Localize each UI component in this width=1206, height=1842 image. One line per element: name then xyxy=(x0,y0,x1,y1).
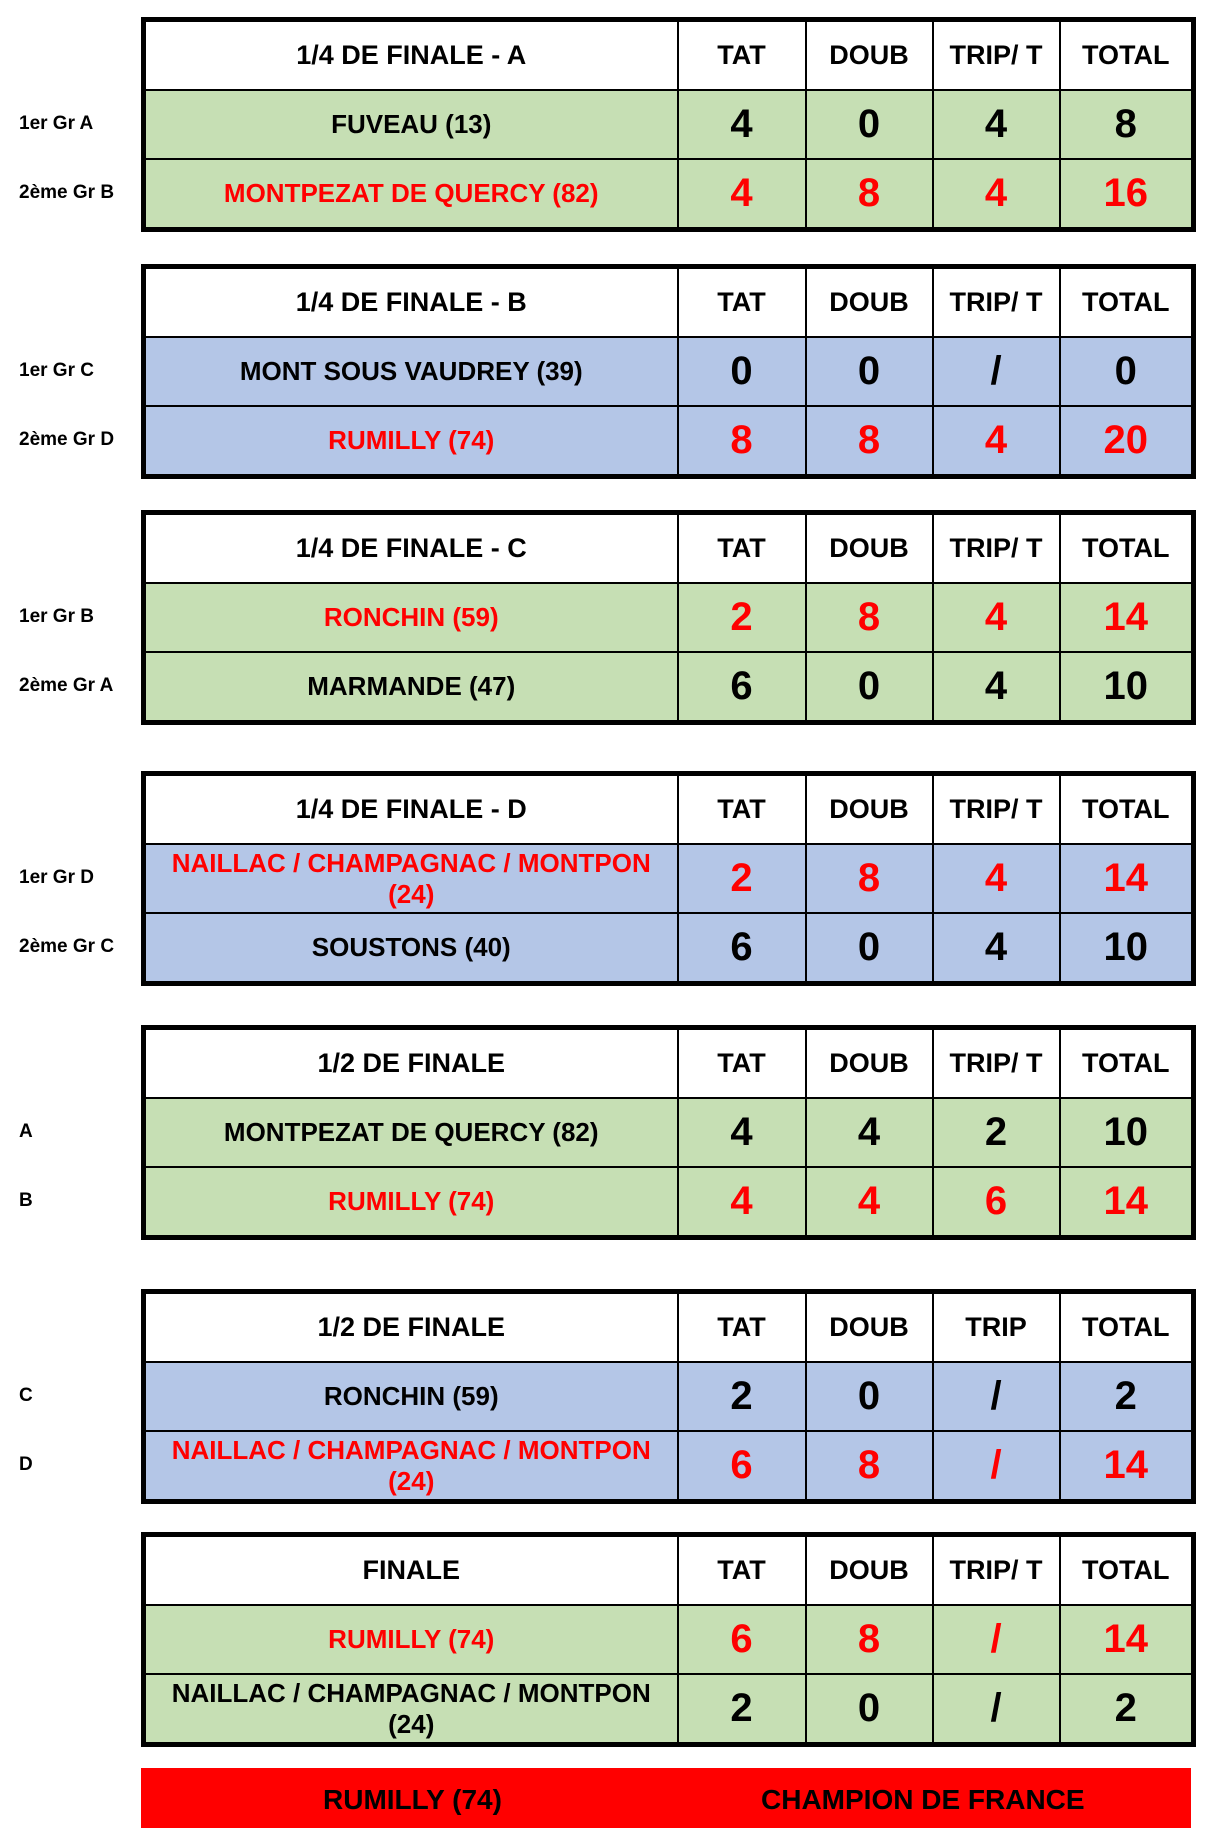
team-name: MONTPEZAT DE QUERCY (82) xyxy=(144,159,678,230)
results-table xyxy=(141,1025,1196,1240)
table-row xyxy=(144,1362,1194,1431)
score-doub: 8 xyxy=(806,844,933,913)
results-table xyxy=(141,1532,1196,1747)
column-header: DOUB xyxy=(806,267,933,338)
group-label: A xyxy=(19,1121,33,1142)
score-tat: 0 xyxy=(678,337,806,406)
score-trip: / xyxy=(933,1431,1060,1502)
column-header: DOUB xyxy=(806,20,933,91)
team-name: NAILLAC / CHAMPAGNAC / MONTPON (24) xyxy=(144,1674,678,1745)
column-header: TRIP/ T xyxy=(933,267,1060,338)
column-header: TAT xyxy=(678,1535,806,1606)
group-label: 2ème Gr C xyxy=(19,936,115,957)
table-row xyxy=(144,337,1194,406)
table-header-row xyxy=(144,20,1194,91)
table-header-row xyxy=(144,774,1194,845)
score-trip: / xyxy=(933,1362,1060,1431)
score-doub: 0 xyxy=(806,913,933,984)
score-tat: 6 xyxy=(678,1431,806,1502)
score-tat: 4 xyxy=(678,90,806,159)
column-header: TOTAL xyxy=(1060,774,1194,845)
column-header: TAT xyxy=(678,1292,806,1363)
column-header: TRIP/ T xyxy=(933,774,1060,845)
team-name: SOUSTONS (40) xyxy=(144,913,678,984)
table-row xyxy=(144,406,1194,477)
column-header: TAT xyxy=(678,774,806,845)
score-doub: 8 xyxy=(806,1605,933,1674)
score-total: 10 xyxy=(1060,652,1194,723)
results-table xyxy=(141,264,1196,479)
score-total: 14 xyxy=(1060,844,1194,913)
score-tat: 6 xyxy=(678,913,806,984)
table-title: FINALE xyxy=(144,1535,678,1606)
column-header: TOTAL xyxy=(1060,513,1194,584)
table-row xyxy=(144,583,1194,652)
group-label: C xyxy=(19,1385,33,1406)
score-trip: 6 xyxy=(933,1167,1060,1238)
team-name: NAILLAC / CHAMPAGNAC / MONTPON (24) xyxy=(144,844,678,913)
table-header-row xyxy=(144,513,1194,584)
team-name: MARMANDE (47) xyxy=(144,652,678,723)
score-total: 14 xyxy=(1060,1605,1194,1674)
table-title: 1/4 DE FINALE - A xyxy=(144,20,678,91)
group-label: 1er Gr A xyxy=(19,113,94,134)
results-table xyxy=(141,510,1196,725)
group-label: 1er Gr C xyxy=(19,360,94,381)
score-trip: 4 xyxy=(933,406,1060,477)
column-header: TRIP/ T xyxy=(933,1535,1060,1606)
team-name: MONTPEZAT DE QUERCY (82) xyxy=(144,1098,678,1167)
table-row xyxy=(144,159,1194,230)
score-trip: 4 xyxy=(933,844,1060,913)
column-header: DOUB xyxy=(806,1028,933,1099)
score-doub: 8 xyxy=(806,583,933,652)
table-header-row xyxy=(144,1292,1194,1363)
score-trip: 4 xyxy=(933,913,1060,984)
score-total: 20 xyxy=(1060,406,1194,477)
table-row xyxy=(144,1605,1194,1674)
score-doub: 0 xyxy=(806,90,933,159)
table-title: 1/4 DE FINALE - C xyxy=(144,513,678,584)
score-tat: 8 xyxy=(678,406,806,477)
column-header: TRIP/ T xyxy=(933,20,1060,91)
score-trip: 4 xyxy=(933,159,1060,230)
table-title: 1/2 DE FINALE xyxy=(144,1028,678,1099)
champion-team: RUMILLY (74) xyxy=(323,1784,502,1815)
column-header: TAT xyxy=(678,513,806,584)
results-table xyxy=(141,17,1196,232)
group-label: 2ème Gr B xyxy=(19,182,115,203)
results-table xyxy=(141,1289,1196,1504)
champion-banner xyxy=(141,1768,1191,1828)
table-row xyxy=(144,1167,1194,1238)
column-header: TOTAL xyxy=(1060,1028,1194,1099)
score-doub: 0 xyxy=(806,1362,933,1431)
table-title: 1/4 DE FINALE - D xyxy=(144,774,678,845)
results-table xyxy=(141,771,1196,986)
group-label: B xyxy=(19,1190,33,1211)
score-doub: 0 xyxy=(806,1674,933,1745)
score-trip: 4 xyxy=(933,652,1060,723)
score-doub: 8 xyxy=(806,159,933,230)
column-header: TAT xyxy=(678,267,806,338)
score-tat: 6 xyxy=(678,1605,806,1674)
table-header-row xyxy=(144,1535,1194,1606)
score-tat: 2 xyxy=(678,1362,806,1431)
column-header: TAT xyxy=(678,20,806,91)
table-title: 1/2 DE FINALE xyxy=(144,1292,678,1363)
column-header: DOUB xyxy=(806,1292,933,1363)
score-trip: 2 xyxy=(933,1098,1060,1167)
table-header-row xyxy=(144,1028,1194,1099)
score-tat: 6 xyxy=(678,652,806,723)
score-total: 16 xyxy=(1060,159,1194,230)
column-header: TOTAL xyxy=(1060,1292,1194,1363)
score-total: 14 xyxy=(1060,1167,1194,1238)
score-trip: 4 xyxy=(933,583,1060,652)
score-trip: / xyxy=(933,337,1060,406)
score-total: 2 xyxy=(1060,1362,1194,1431)
column-header: TRIP xyxy=(933,1292,1060,1363)
table-row xyxy=(144,1098,1194,1167)
table-header-row xyxy=(144,267,1194,338)
score-tat: 4 xyxy=(678,159,806,230)
group-label: 1er Gr D xyxy=(19,867,94,888)
score-doub: 4 xyxy=(806,1167,933,1238)
score-trip: / xyxy=(933,1605,1060,1674)
column-header: TOTAL xyxy=(1060,267,1194,338)
table-row xyxy=(144,913,1194,984)
table-row xyxy=(144,652,1194,723)
column-header: TOTAL xyxy=(1060,20,1194,91)
score-tat: 2 xyxy=(678,844,806,913)
table-title: 1/4 DE FINALE - B xyxy=(144,267,678,338)
champion-label: CHAMPION DE FRANCE xyxy=(761,1784,1085,1815)
score-tat: 4 xyxy=(678,1167,806,1238)
table-row xyxy=(144,844,1194,913)
table-row xyxy=(144,90,1194,159)
column-header: TRIP/ T xyxy=(933,513,1060,584)
score-total: 14 xyxy=(1060,1431,1194,1502)
column-header: TAT xyxy=(678,1028,806,1099)
score-total: 8 xyxy=(1060,90,1194,159)
score-total: 14 xyxy=(1060,583,1194,652)
score-doub: 8 xyxy=(806,1431,933,1502)
score-tat: 4 xyxy=(678,1098,806,1167)
team-name: RONCHIN (59) xyxy=(144,1362,678,1431)
column-header: DOUB xyxy=(806,513,933,584)
column-header: TRIP/ T xyxy=(933,1028,1060,1099)
score-total: 0 xyxy=(1060,337,1194,406)
team-name: RUMILLY (74) xyxy=(144,406,678,477)
score-total: 10 xyxy=(1060,1098,1194,1167)
score-tat: 2 xyxy=(678,583,806,652)
column-header: DOUB xyxy=(806,774,933,845)
table-row xyxy=(144,1431,1194,1502)
column-header: TOTAL xyxy=(1060,1535,1194,1606)
score-total: 10 xyxy=(1060,913,1194,984)
team-name: RONCHIN (59) xyxy=(144,583,678,652)
group-label: D xyxy=(19,1454,33,1475)
team-name: NAILLAC / CHAMPAGNAC / MONTPON (24) xyxy=(144,1431,678,1502)
team-name: RUMILLY (74) xyxy=(144,1167,678,1238)
score-doub: 0 xyxy=(806,337,933,406)
table-row xyxy=(144,1674,1194,1745)
team-name: RUMILLY (74) xyxy=(144,1605,678,1674)
score-tat: 2 xyxy=(678,1674,806,1745)
group-label: 1er Gr B xyxy=(19,606,94,627)
team-name: MONT SOUS VAUDREY (39) xyxy=(144,337,678,406)
score-doub: 4 xyxy=(806,1098,933,1167)
score-trip: 4 xyxy=(933,90,1060,159)
column-header: DOUB xyxy=(806,1535,933,1606)
score-total: 2 xyxy=(1060,1674,1194,1745)
group-label: 2ème Gr D xyxy=(19,429,115,450)
score-doub: 8 xyxy=(806,406,933,477)
team-name: FUVEAU (13) xyxy=(144,90,678,159)
score-doub: 0 xyxy=(806,652,933,723)
score-trip: / xyxy=(933,1674,1060,1745)
group-label: 2ème Gr A xyxy=(19,675,114,696)
